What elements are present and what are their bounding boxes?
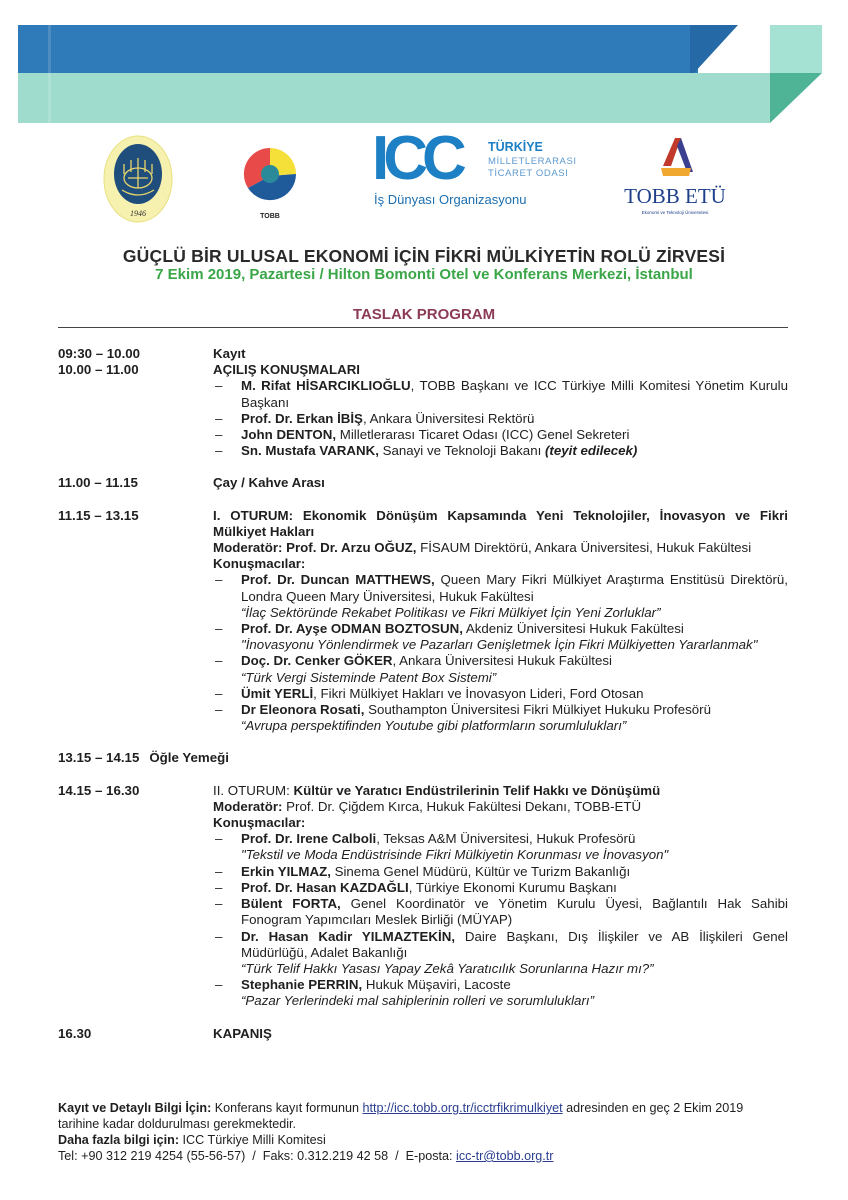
moderator-line (213, 799, 788, 815)
speaker-role: Hukuk Müşaviri, Lacoste (362, 977, 511, 993)
schedule-item-closing (58, 1026, 788, 1042)
event-title: GÜÇLÜ BİR ULUSAL EKONOMİ İÇİN FİKRİ MÜLKİYETİN ROLÜ ZİRVESİ (122, 246, 726, 266)
tobb-etu-logo (620, 136, 730, 226)
banner-blue-band (18, 25, 698, 73)
speaker-name: Erkin YILMAZ, (241, 863, 331, 879)
speaker-role: , Teksas A&M Üniversitesi, Hukuk Profesörü (376, 831, 636, 847)
speaker-item (213, 880, 788, 896)
tobb-etu-mark (655, 136, 697, 180)
tobb-etu-name: TOBB ETÜ (624, 184, 726, 208)
registration-text-part: Konferans kayıt formunun (211, 1101, 363, 1115)
session-title: Öğle Yemeği (149, 750, 229, 766)
speaker-item (213, 702, 788, 734)
session-title: AÇILIŞ KONUŞMALARI (213, 362, 360, 378)
speaker-item (213, 864, 788, 880)
session-title: Kayıt (213, 346, 246, 361)
registration-label: Kayıt ve Detaylı Bilgi İçin: (58, 1101, 212, 1115)
banner-blue-slant (690, 25, 738, 73)
talk-topic: “Pazar Yerlerindeki mal sahiplerinin rolleri ve sorumlulukları” (241, 993, 594, 1009)
moderator-info: Prof. Dr. Çiğdem Kırca, Hukuk Fakültesi Dekanı, TOBB-ETÜ (282, 798, 642, 814)
schedule-item-registration (58, 346, 788, 362)
speaker-name: Dr Eleonora Rosati, (241, 702, 365, 718)
session-title: Kültür ve Yaratıcı Endüstrilerinin Telif Hakkı ve Dönüşümü (293, 782, 661, 798)
speaker-role: Daire Başkanı, Dış İlişkiler ve AB İlişkileri Genel Müdürlüğü, Adalet Bakanlığı (241, 928, 788, 960)
schedule-item-lunch (58, 750, 788, 766)
speaker-role: Queen Mary Fikri Mülkiyet Araştırma Enstitüsü Direktörü, Londra Queen Mary Üniversitesi, Hukuk Fakültesi (241, 572, 788, 604)
time-slot: 14.15 – 16.30 (58, 782, 140, 798)
speaker-name: Bülent FORTA, (241, 896, 341, 912)
speaker-list (213, 378, 788, 459)
icc-tagline: İş Dünyası Organizasyonu (374, 192, 527, 207)
icc-line3: TİCARET ODASI (488, 168, 569, 179)
speaker-name: John DENTON, (241, 427, 337, 443)
title-divider (58, 327, 788, 328)
contact-text: Tel: +90 312 219 4254 (55-56-57) / Faks: 0.312.219 42 58 / E-posta: (58, 1149, 457, 1163)
talk-topic: "İnovasyonu Yönlendirmek ve Pazarları Genişletmek İçin Fikri Mülkiyetten Yararlanmak" (241, 637, 758, 653)
schedule-item-session-2 (58, 783, 788, 1010)
speaker-role: Sanayi ve Teknoloji Bakanı (378, 443, 545, 459)
session-title: KAPANIŞ (213, 1025, 272, 1041)
ankara-university-logo (102, 134, 174, 224)
banner-green-triangle (770, 73, 822, 123)
banner-teal-block (770, 25, 822, 73)
speaker-item (213, 896, 788, 928)
talk-topic: “Avrupa perspektifinden Youtube gibi platformların sorumlulukları” (241, 718, 627, 734)
speakers-label: Konuşmacılar: (213, 815, 306, 831)
logo-row (0, 124, 848, 228)
speaker-role: , TOBB Başkanı ve ICC Türkiye Milli Komitesi Yönetim Kurulu Başkanı (241, 378, 788, 410)
icc-logo (372, 124, 632, 214)
session-prefix: II. OTURUM: (213, 782, 294, 798)
speaker-note: (teyit edilecek) (544, 443, 638, 459)
header-banner (0, 0, 848, 130)
speaker-item (213, 831, 788, 863)
time-slot: 09:30 – 10.00 (58, 346, 141, 361)
speaker-item (213, 411, 788, 427)
registration-info (58, 1100, 788, 1164)
speaker-name: Prof. Dr. Duncan MATTHEWS, (241, 572, 435, 588)
session-title: Çay / Kahve Arası (213, 475, 325, 491)
icc-mark: ICC (372, 124, 461, 193)
time-slot: 11.15 – 13.15 (58, 507, 139, 523)
speaker-name: Stephanie PERRIN, (241, 977, 363, 993)
speaker-role: , Ankara Üniversitesi Rektörü (362, 410, 535, 426)
speaker-item (213, 686, 788, 702)
moderator-label: Moderatör: Prof. Dr. Arzu OĞUZ, (213, 540, 417, 556)
tobb-logo (232, 130, 308, 224)
event-subtitle: 7 Ekim 2019, Pazartesi / Hilton Bomonti Otel ve Konferans Merkezi, İstanbul (155, 266, 693, 283)
speaker-item (213, 977, 788, 1009)
session-title-line (213, 783, 788, 799)
icc-line2: MİLLETLERARASI (488, 156, 577, 167)
info-label: Daha fazla bilgi için: (58, 1133, 180, 1147)
speaker-item (213, 929, 788, 978)
speaker-item (213, 653, 788, 685)
registration-text (58, 1100, 788, 1132)
speaker-role: , Fikri Mülkiyet Hakları ve İnovasyon Lideri, Ford Otosan (313, 685, 644, 701)
time-slot: 10.00 – 11.00 (58, 362, 139, 378)
talk-topic: "Tekstil ve Moda Endüstrisinde Fikri Mülkiyetin Korunması ve İnovasyon" (241, 847, 669, 863)
speaker-role: Southampton Üniversitesi Fikri Mülkiyet Hukuku Profesörü (364, 702, 711, 718)
program-label: TASLAK PROGRAM (352, 306, 496, 323)
email-link[interactable]: icc-tr@tobb.org.tr (456, 1149, 554, 1163)
speaker-role: Sinema Genel Müdürü, Kültür ve Turizm Bakanlığı (330, 863, 631, 879)
ankara-year: 1946 (130, 209, 146, 218)
speaker-item (213, 621, 788, 653)
speaker-role: , Türkiye Ekonomi Kurumu Başkanı (408, 879, 617, 895)
speaker-role: Genel Koordinatör ve Yönetim Kurulu Üyesi, Bağlantılı Hak Sahibi Fonogram Yapımcıları Meslek Birliği (MÜYAP) (241, 896, 788, 928)
time-slot: 16.30 (58, 1025, 92, 1041)
schedule-item-session-1 (58, 508, 788, 735)
speaker-list (213, 572, 788, 734)
speakers-label: Konuşmacılar: (213, 556, 306, 572)
speaker-role: , Ankara Üniversitesi Hukuk Fakültesi (392, 653, 612, 669)
session-title: I. OTURUM: Ekonomik Dönüşüm Kapsamında Yeni Teknolojiler, İnovasyon ve Fikri Mülkiyet Hakları (213, 507, 788, 539)
speaker-name: Dr. Hasan Kadir YILMAZTEKİN, (241, 928, 456, 944)
registration-link[interactable]: http://icc.tobb.org.tr/icctrfikrimulkiyet (362, 1101, 563, 1115)
moderator-line (213, 540, 788, 556)
speaker-name: Prof. Dr. Irene Calboli (241, 831, 377, 847)
talk-topic: “Türk Vergi Sisteminde Patent Box Sistemi” (241, 669, 497, 685)
talk-topic: “Türk Telif Hakkı Yasası Yapay Zekâ Yaratıcılık Sorunlarına Hazır mı?” (241, 960, 654, 976)
speaker-name: Sn. Mustafa VARANK, (241, 443, 379, 459)
icc-line1: TÜRKİYE (488, 140, 543, 154)
registration-text-part: adresinden en geç 2 Ekim 2019 tarihine kadar doldurulması gerekmektedir. (58, 1101, 744, 1131)
talk-topic: “İlaç Sektöründe Rekabet Politikası ve Fikri Mülkiyet İçin Yeni Zorluklar” (241, 604, 661, 620)
time-slot: 13.15 – 14.15 (58, 750, 140, 766)
speaker-name: M. Rifat HİSARCIKLIOĞLU (241, 378, 411, 394)
time-slot: 11.00 – 11.15 (58, 475, 138, 491)
moderator-label: Moderatör: (213, 798, 283, 814)
speaker-item (213, 378, 788, 410)
program-schedule (58, 346, 788, 1042)
tobb-abbr: TOBB (260, 213, 280, 220)
speaker-list (213, 831, 788, 1009)
speaker-name: Doç. Dr. Cenker GÖKER (241, 653, 393, 669)
info-line (58, 1132, 788, 1148)
speaker-item (213, 443, 788, 459)
tobb-etu-subtitle: Ekonomi ve Teknoloji Üniversitesi (641, 210, 709, 215)
info-text: ICC Türkiye Milli Komitesi (179, 1133, 326, 1147)
banner-teal-band (18, 73, 770, 123)
speaker-item (213, 427, 788, 443)
speaker-role: Milletlerarası Ticaret Odası (ICC) Genel Sekreteri (336, 427, 630, 443)
speaker-name: Prof. Dr. Hasan KAZDAĞLI (241, 879, 409, 895)
speaker-role: Akdeniz Üniversitesi Hukuk Fakültesi (462, 621, 684, 637)
speaker-name: Ümit YERLİ (241, 685, 314, 701)
speaker-name: Prof. Dr. Erkan İBİŞ (241, 410, 363, 426)
contact-line (58, 1148, 788, 1164)
speaker-item (213, 572, 788, 621)
speaker-name: Prof. Dr. Ayşe ODMAN BOZTOSUN, (241, 621, 463, 637)
schedule-item-coffee-break (58, 475, 788, 491)
moderator-info: FİSAUM Direktörü, Ankara Üniversitesi, Hukuk Fakültesi (416, 540, 752, 556)
schedule-item-opening (58, 362, 788, 459)
